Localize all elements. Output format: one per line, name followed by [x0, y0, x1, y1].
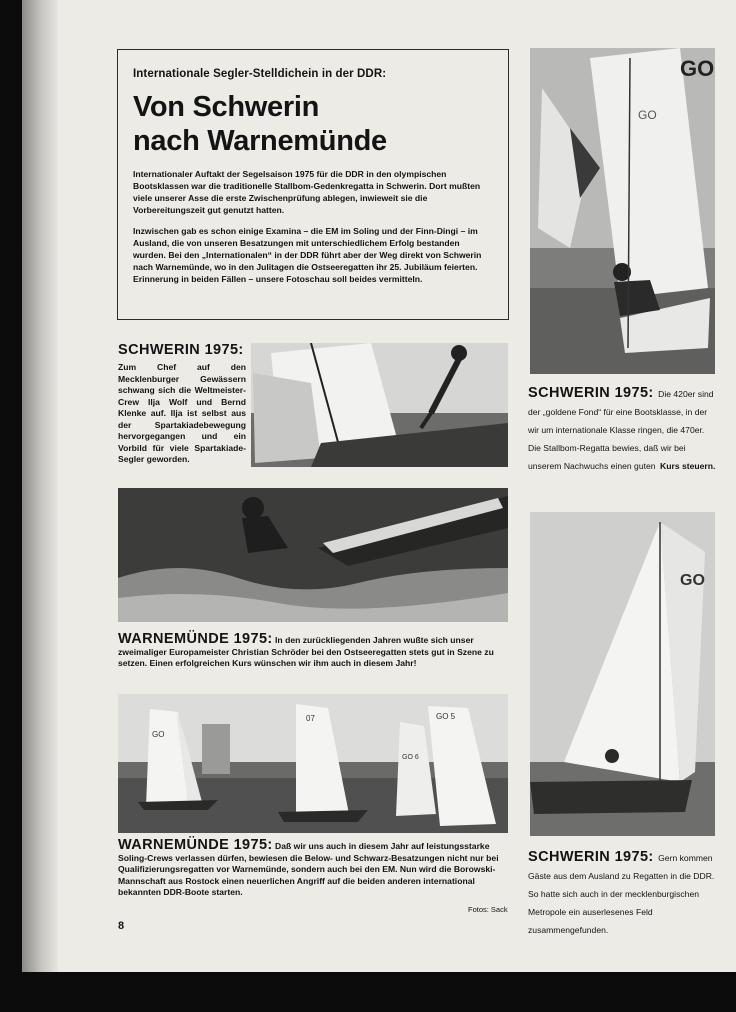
warnemuende-caption-2 — [118, 837, 510, 899]
photo-credit: Fotos: Sack — [468, 905, 508, 914]
schwerin-text-3: Gern kommen Gäste aus dem Ausland zu Regatten in die DDR. So hatte sich auch in der mecklenburgischen Metropole ein auserlesenes Feld zusammengefunden. — [528, 853, 715, 935]
page-number: 8 — [118, 920, 125, 932]
intro-paragraph-1: Internationaler Auftakt der Segelsaison 1975 für die DDR in den olympischen Bootsklassen war die traditionelle Stallbom-Gedenkregatta in Schwerin. Dort mußten viele unserer Asse die erste Zwischenprüfung ablegen, inwieweit sie die Vorbereitungszeit gut genutzt hatten. — [133, 169, 481, 215]
intro-box — [117, 49, 509, 320]
photo-420er-dinghy — [530, 48, 715, 374]
schwerin-caption-3 — [528, 848, 718, 938]
magazine-page — [22, 0, 736, 972]
schwerin-caption-2 — [528, 384, 718, 474]
headline-line-1: Von Schwerin — [133, 91, 320, 123]
sail-number-soling-2: 07 — [306, 714, 315, 723]
sail-number-go-2: GO — [680, 56, 715, 81]
schwerin-heading-3: SCHWERIN 1975: — [528, 849, 654, 865]
photo-soling-fleet — [118, 694, 508, 833]
intro-paragraph-2: Inzwischen gab es schon einige Examina – die EM im Soling und der Finn-Dingi – im Ausland, die von unseren Besatzungen mit unterschiedlichem Erfolg bestanden wurden. Bei den „Internationalen“ in der DDR führt aber der Weg direkt von Schwerin nach Warnemünde, wo in den Julitagen die Ostseeregatten ihr 25. Jubiläum feierten. Erinnerung in beiden Fällen – unsere Fotoschau soll beides vermitteln. — [133, 226, 482, 284]
schwerin-text-1: Zum Chef auf den Mecklenburger Gewässern schwang sich die Weltmeister-Crew Ilja Wolf und Bernd Klenke auf. Ilja ist selbst aus der Spartakiadebewegung hervorgegangen und ein Vorbild für viele Spartakiade-Segler geworden. — [118, 362, 246, 464]
sail-number-soling-4: GO 6 — [402, 754, 419, 761]
schwerin-text-2: Die 420er sind der „goldene Fond“ für eine Bootsklasse, in der wir um internationale Klasse ringen, die 470er. Die Stallbom-Regatta bewies, daß wir bei unserem Nachwuchs einen guten — [528, 389, 714, 471]
kicker: Internationale Segler-Stelldichein in der DDR: — [133, 68, 387, 80]
warnemuende-caption-1 — [118, 631, 510, 670]
book-spine-shadow — [22, 0, 58, 972]
photo-guest-boat — [530, 512, 715, 836]
photo-weltmeister-crew — [251, 343, 508, 467]
sail-number-soling-3: GO 5 — [436, 712, 456, 721]
headline — [133, 90, 494, 158]
schwerin-text-2-emphasis: Kurs steuern. — [660, 461, 716, 471]
sail-number-soling-1: GO — [152, 730, 165, 739]
headline-line-2: nach Warnemünde — [133, 125, 387, 157]
warnemuende-text-1: In den zurückliegenden Jahren wußte sich unser zweimaliger Europameister Christian Schröder bei den Ostseeregatten stets gut in Szene zu setzen. Einen erfolgreichen Kurs wünschen wir ihm auch in diesem Jahr! — [118, 635, 494, 668]
sail-number-go-1: GO — [638, 108, 657, 122]
warnemuende-text-2: Daß wir uns auch in diesem Jahr auf leistungsstarke Soling-Crews verlassen dürfen, bewiesen die Below- und Schwarz-Besatzungen nicht nur bei Qualifizierungsregatten vor Warnemünde, sondern auch bei den EM. Nun wird die Borowski-Mannschaft aus Rostock einen neuerlichen Angriff auf die beiden anderen international bekannten DDR-Boote starten. — [118, 841, 499, 897]
photo-christian-schroeder — [118, 488, 508, 622]
schwerin-heading-2: SCHWERIN 1975: — [528, 385, 654, 401]
schwerin-heading-1: SCHWERIN 1975: — [118, 342, 244, 358]
warnemuende-heading-1: WARNEMÜNDE 1975: — [118, 631, 273, 647]
warnemuende-heading-2: WARNEMÜNDE 1975: — [118, 837, 273, 853]
sail-number-guest: GO — [680, 572, 705, 589]
